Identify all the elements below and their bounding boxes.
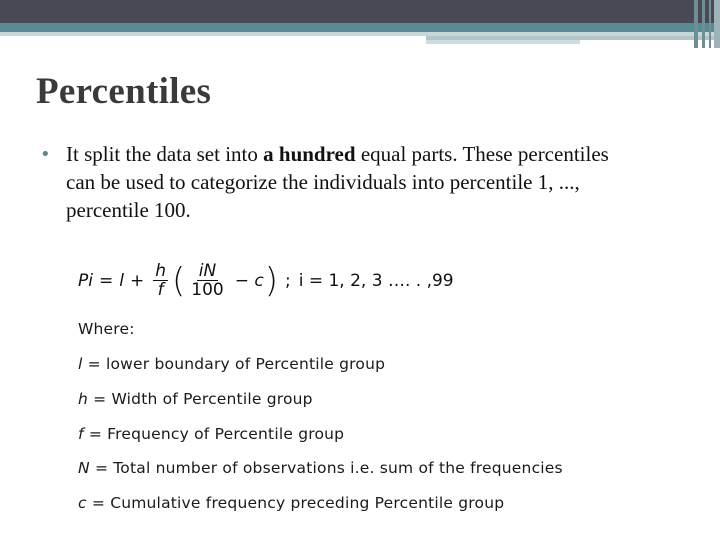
definition-l: [78, 355, 385, 373]
header-band: [0, 0, 720, 48]
definition-text: = Cumulative frequency preceding Percentile group: [91, 494, 505, 512]
fraction-denominator-100: 100: [191, 280, 224, 300]
bullet-text-pre: It split the data set into: [66, 142, 264, 166]
definition-symbol: f: [78, 425, 84, 443]
right-paren: ): [264, 260, 278, 301]
header-band-light-accent-short: [426, 40, 580, 44]
fraction-numerator-h: h: [155, 261, 166, 281]
percentile-formula: [78, 262, 454, 299]
definition-text: = Width of Percentile group: [93, 390, 313, 408]
slide-title: Percentiles: [36, 71, 212, 112]
fraction-iN-over-100: [189, 262, 225, 299]
definition-text: = Total number of observations i.e. sum of the frequencies: [94, 459, 563, 477]
header-stripe: [709, 0, 711, 48]
left-paren: (: [172, 260, 186, 301]
formula-i-range: i = 1, 2, 3 …. . ,99: [298, 270, 454, 291]
formula-equals: =: [98, 270, 114, 291]
formula-separator: ;: [284, 270, 291, 291]
bullet-text-post: equal parts. These percentiles can be used to categorize the individuals into percentile 1, ..., percentile 100.: [66, 142, 609, 222]
header-band-dark: [0, 0, 720, 23]
formula-plus: +: [129, 270, 145, 291]
formula-minus-c: − c: [234, 270, 264, 291]
definition-symbol: l: [78, 355, 83, 373]
definition-h: [78, 390, 313, 408]
bullet-item: [40, 140, 620, 224]
definition-c: [78, 494, 504, 512]
bullet-text: [66, 140, 620, 224]
definition-f: [78, 425, 344, 443]
definition-symbol: N: [78, 459, 90, 477]
formula-l: l: [119, 270, 124, 291]
fraction-denominator-f: f: [157, 280, 164, 300]
definition-text: = lower boundary of Percentile group: [87, 355, 386, 373]
header-stripe: [694, 0, 698, 48]
definition-N: [78, 459, 563, 477]
formula-lhs: Pi: [78, 270, 93, 291]
formula-image: [72, 258, 642, 523]
header-stripe: [702, 0, 705, 48]
definition-symbol: c: [78, 494, 87, 512]
where-label: Where:: [78, 320, 135, 338]
header-band-teal: [0, 23, 720, 32]
bullet-marker: •: [40, 144, 51, 165]
bullet-text-bold: a hundred: [263, 142, 356, 166]
definition-text: = Frequency of Percentile group: [88, 425, 345, 443]
definition-symbol: h: [78, 390, 89, 408]
fraction-h-over-f: [153, 262, 168, 299]
fraction-numerator-iN: iN: [198, 261, 217, 281]
header-stripe: [714, 0, 720, 48]
